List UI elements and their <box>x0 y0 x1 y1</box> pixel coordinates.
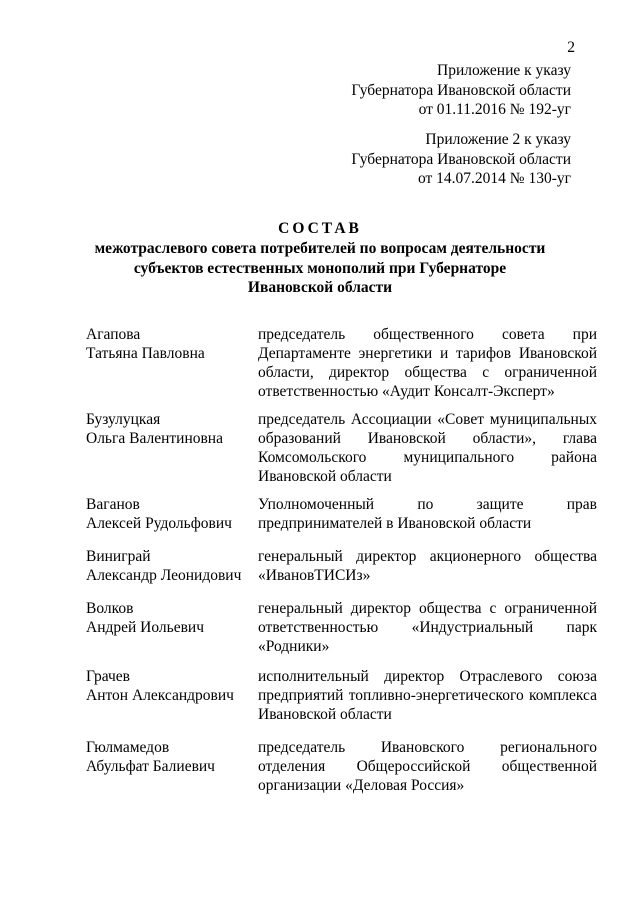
annex-line: от 14.07.2014 № 130-уг <box>417 170 571 187</box>
member-name <box>86 738 251 776</box>
member-name <box>86 667 251 705</box>
member-name <box>86 495 251 533</box>
member-surname: Агапова <box>86 326 141 343</box>
member-surname: Бузулуцкая <box>86 411 161 428</box>
member-role: исполнительный директор Отраслевого союза предприятий топливно-энергетического комплекса Ивановской области <box>258 668 597 723</box>
member-name <box>86 547 251 585</box>
annex-line: Губернатора Ивановской области <box>351 81 571 99</box>
title-line: межотраслевого совета потребителей по вопросам деятельности <box>94 240 546 257</box>
member-surname: Гюлмамедов <box>86 739 170 756</box>
annex-reference-original <box>351 130 571 189</box>
member-surname: Волков <box>86 600 134 617</box>
member-given-names: Антон Александрович <box>86 687 234 704</box>
member-name <box>86 410 251 448</box>
page-number: 2 <box>567 39 575 56</box>
member-given-names: Татьяна Павловна <box>86 345 205 362</box>
member-given-names: Ольга Валентиновна <box>86 430 223 447</box>
member-surname: Ваганов <box>86 496 140 513</box>
member-role: генеральный директор акционерного общества «ИвановТИСИз» <box>258 548 597 584</box>
annex-line: Приложение к указу <box>437 62 571 79</box>
document-title <box>0 218 640 298</box>
member-given-names: Абульфат Балиевич <box>86 758 215 775</box>
title-line: Ивановской области <box>247 279 393 296</box>
member-surname: Виниграй <box>86 548 151 565</box>
member-name <box>86 599 251 637</box>
member-given-names: Алексей Рудольфович <box>86 515 232 532</box>
member-role: председатель Ассоциации «Совет муниципальных образований Ивановской области», глава Комсомольского муниципального района Ивановской области <box>258 411 597 485</box>
annex-reference-current <box>351 61 571 120</box>
member-given-names: Александр Леонидович <box>86 567 242 584</box>
title-line: субъектов естественных монополий при Губернаторе <box>133 259 507 277</box>
title-heading: СОСТАВ <box>278 220 362 237</box>
member-role: генеральный директор общества с ограниченной ответственностью «Индустриальный парк «Родники» <box>258 600 597 655</box>
member-role: председатель общественного совета при Департаменте энергетики и тарифов Ивановской области, директор общества с ограниченной ответственностью «Аудит Консалт-Эксперт» <box>258 326 597 400</box>
member-surname: Грачев <box>86 668 130 685</box>
annex-line: Приложение 2 к указу <box>425 131 571 148</box>
member-role: председатель Ивановского регионального отделения Общероссийской общественной организации «Деловая Россия» <box>258 739 597 794</box>
annex-line: Губернатора Ивановской области <box>351 150 571 168</box>
member-given-names: Андрей Иольевич <box>86 619 205 636</box>
annex-line: от 01.11.2016 № 192-уг <box>418 101 571 118</box>
member-name <box>86 325 251 363</box>
member-role: Уполномоченный по защите прав предпринимателей в Ивановской области <box>258 496 597 532</box>
